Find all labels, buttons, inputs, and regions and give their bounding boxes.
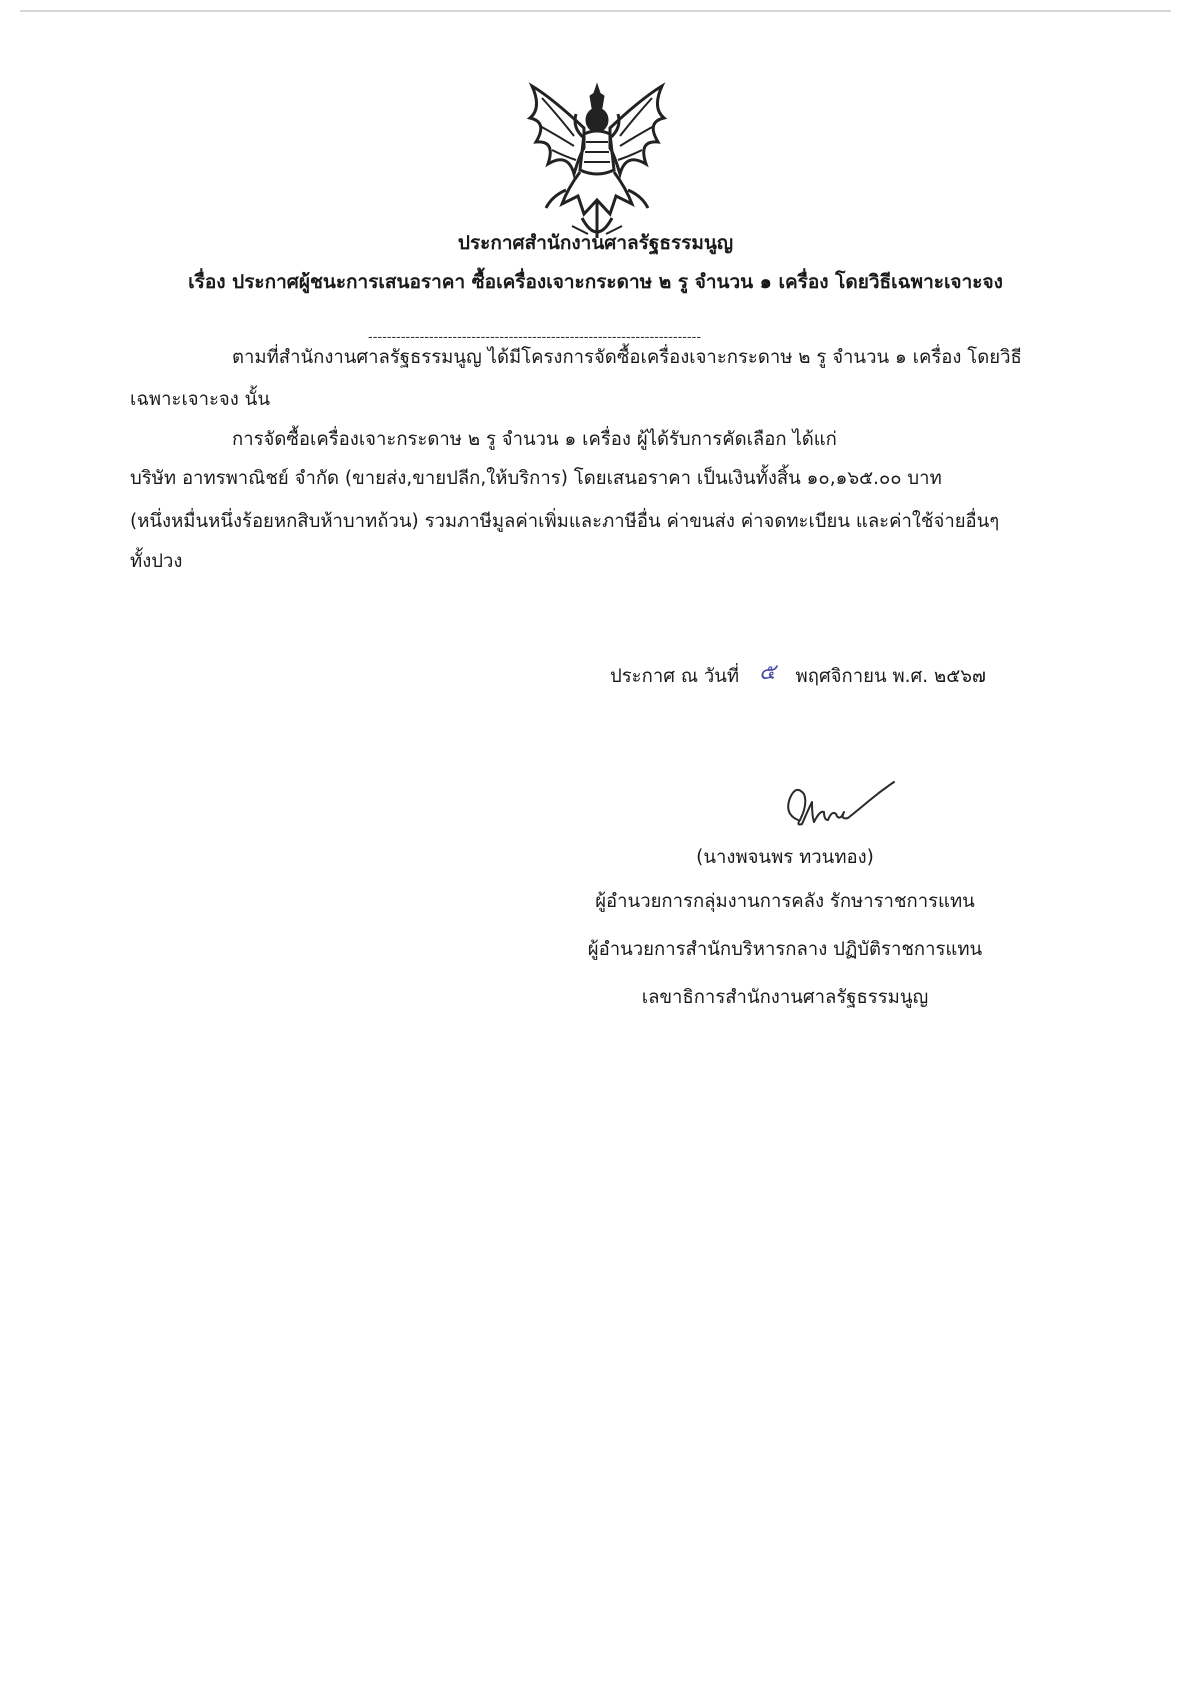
signer-position-1: ผู้อำนวยการกลุ่มงานการคลัง รักษาราชการแทน xyxy=(595,891,975,912)
document-subject: เรื่อง ประกาศผู้ชนะการเสนอราคา ซื้อเครื่องเจาะกระดาษ ๒ รู จำนวน ๑ เครื่อง โดยวิธีเฉพาะเจาะจง xyxy=(188,271,1003,293)
date-day-handwritten: ๕ xyxy=(759,660,776,685)
body-para2-line4: ทั้งปวง xyxy=(130,551,183,572)
body-para2-line1: การจัดซื้อเครื่องเจาะกระดาษ ๒ รู จำนวน ๑ เครื่อง ผู้ได้รับการคัดเลือก ได้แก่ xyxy=(232,429,837,450)
announcement-date xyxy=(610,660,986,689)
body-para2-line2: บริษัท อาทรพาณิชย์ จำกัด (ขายส่ง,ขายปลีก,ให้บริการ) โดยเสนอราคา เป็นเงินทั้งสิ้น ๑๐,๑๖๕.๐๐ บาท xyxy=(130,468,942,489)
body-para1-line2: เฉพาะเจาะจง นั้น xyxy=(130,389,270,410)
date-month-year: พฤศจิกายน พ.ศ. ๒๕๖๗ xyxy=(795,666,986,687)
signer-name: (นางพจนพร ทวนทอง) xyxy=(696,847,874,868)
signer-position-3: เลขาธิการสำนักงานศาลรัฐธรรมนูญ xyxy=(641,987,929,1008)
garuda-emblem-icon xyxy=(522,78,672,246)
document-title: ประกาศสำนักงานศาลรัฐธรรมนูญ xyxy=(457,232,734,254)
date-prefix: ประกาศ ณ วันที่ xyxy=(610,666,740,687)
divider-text: ----------------------------------------------------------------------- xyxy=(368,330,702,345)
handwritten-signature xyxy=(778,780,898,836)
signer-position-2: ผู้อำนวยการสำนักบริหารกลาง ปฏิบัติราชการแทน xyxy=(587,939,983,960)
body-para2-line3: (หนึ่งหมื่นหนึ่งร้อยหกสิบห้าบาทถ้วน) รวมภาษีมูลค่าเพิ่มและภาษีอื่น ค่าขนส่ง ค่าจดทะเบียน และค่าใช้จ่ายอื่นๆ xyxy=(130,511,1000,532)
page-top-border xyxy=(20,10,1171,12)
body-para1-line1: ตามที่สำนักงานศาลรัฐธรรมนูญ ได้มีโครงการจัดซื้อเครื่องเจาะกระดาษ ๒ รู จำนวน ๑ เครื่อง โดยวิธี xyxy=(232,347,1022,368)
